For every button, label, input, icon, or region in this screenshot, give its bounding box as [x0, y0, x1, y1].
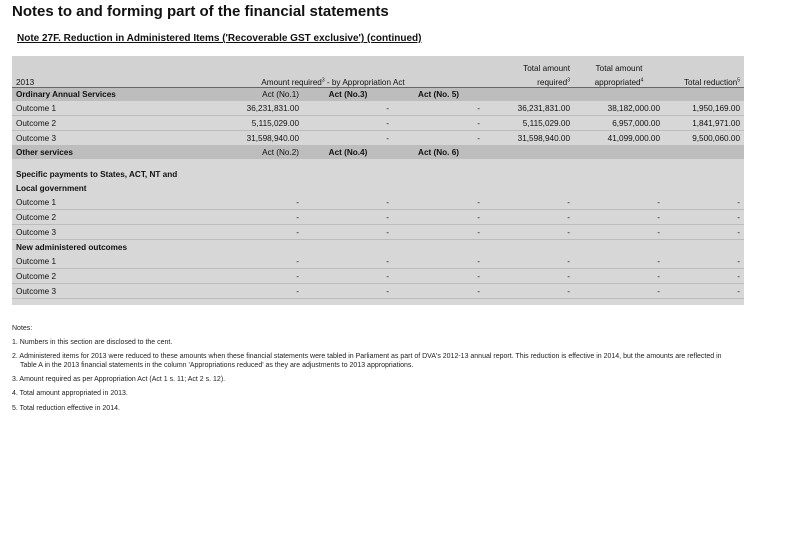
row-label: Outcome 2: [12, 210, 182, 225]
ordinary-section-label: Ordinary Annual Services: [12, 88, 182, 102]
subsection-row: [12, 240, 744, 255]
table-row: [12, 254, 744, 269]
cell-value: 6,957,000.00: [574, 116, 664, 131]
other-act2-header: Act (No.4): [303, 146, 393, 160]
subsection-row: [12, 167, 744, 181]
row-label: Outcome 1: [12, 195, 182, 210]
cell-value: -: [303, 210, 393, 225]
cell-value: -: [303, 195, 393, 210]
footnote-1: 1. Numbers in this section are disclosed to the cent.: [12, 339, 173, 347]
cell-value: -: [393, 254, 484, 269]
cell-value: -: [303, 269, 393, 284]
specific-payments-label-1: Specific payments to States, ACT, NT and: [12, 167, 744, 181]
reduction-table-container: [12, 56, 744, 305]
total-required-header-line2: required$^3$: [484, 73, 574, 88]
cell-value: 1,841,971.00: [664, 116, 744, 131]
cell-value: -: [393, 101, 484, 116]
cell-value: -: [182, 225, 303, 240]
cell-value: -: [393, 269, 484, 284]
table-row: [12, 101, 744, 116]
table-row: [12, 284, 744, 299]
cell-value: -: [574, 195, 664, 210]
cell-value: 31,598,940.00: [182, 131, 303, 146]
row-label: Outcome 1: [12, 101, 182, 116]
amount-required-header: Amount required$^3$ - by Appropriation Act: [182, 73, 484, 88]
cell-value: -: [484, 195, 574, 210]
year-header: 2013: [12, 73, 182, 88]
table-row: [12, 210, 744, 225]
note-title: Note 27F. Reduction in Administered Items ('Recoverable GST exclusive') (continued): [17, 33, 422, 44]
table-row: [12, 269, 744, 284]
cell-value: -: [393, 116, 484, 131]
cell-value: -: [574, 225, 664, 240]
row-label: Outcome 3: [12, 284, 182, 299]
cell-value: -: [574, 269, 664, 284]
cell-value: -: [393, 195, 484, 210]
cell-value: 36,231,831.00: [182, 101, 303, 116]
footnote-4: 4. Total amount appropriated in 2013.: [12, 390, 128, 398]
cell-value: -: [182, 195, 303, 210]
other-act1-header: Act (No.2): [182, 146, 303, 160]
cell-value: -: [393, 131, 484, 146]
cell-value: -: [303, 101, 393, 116]
cell-value: 5,115,029.00: [484, 116, 574, 131]
cell-value: -: [664, 225, 744, 240]
page-title: Notes to and forming part of the financial statements: [12, 3, 389, 20]
table-row: [12, 225, 744, 240]
cell-value: -: [303, 225, 393, 240]
cell-value: 36,231,831.00: [484, 101, 574, 116]
other-section-label: Other services: [12, 146, 182, 160]
cell-value: -: [303, 131, 393, 146]
footnote-3: 3. Amount required as per Appropriation Act (Act 1 s. 11; Act 2 s. 12).: [12, 376, 226, 384]
total-appropriated-header-line2: appropriated$^4$: [574, 73, 664, 88]
cell-value: -: [664, 195, 744, 210]
cell-value: 38,182,000.00: [574, 101, 664, 116]
table-row: [12, 195, 744, 210]
footnote-5: 5. Total reduction effective in 2014.: [12, 404, 120, 412]
row-label: Outcome 3: [12, 131, 182, 146]
cell-value: -: [484, 269, 574, 284]
spacer-row: [12, 299, 744, 306]
ordinary-act3-header: Act (No. 5): [393, 88, 484, 102]
cell-value: 41,099,000.00: [574, 131, 664, 146]
cell-value: -: [303, 254, 393, 269]
new-outcomes-label: New administered outcomes: [12, 240, 744, 255]
row-label: Outcome 1: [12, 254, 182, 269]
footnotes: [12, 324, 772, 418]
cell-value: -: [182, 269, 303, 284]
row-label: Outcome 2: [12, 116, 182, 131]
reduction-table: [12, 56, 744, 305]
cell-value: 5,115,029.00: [182, 116, 303, 131]
total-reduction-header: Total reduction$^5$: [664, 73, 744, 88]
total-required-header-line1: Total amount: [484, 56, 574, 73]
cell-value: -: [574, 284, 664, 299]
ordinary-act2-header: Act (No.3): [303, 88, 393, 102]
cell-value: -: [574, 210, 664, 225]
header-row-1: [12, 56, 744, 73]
cell-value: -: [182, 210, 303, 225]
ordinary-section-row: [12, 88, 744, 102]
cell-value: 31,598,940.00: [484, 131, 574, 146]
spacer-row: [12, 159, 744, 167]
subsection-row: [12, 181, 744, 195]
other-act3-header: Act (No. 6): [393, 146, 484, 160]
cell-value: -: [484, 284, 574, 299]
cell-value: -: [484, 210, 574, 225]
cell-value: -: [574, 254, 664, 269]
cell-value: -: [664, 210, 744, 225]
header-row-2: [12, 73, 744, 88]
cell-value: -: [303, 116, 393, 131]
cell-value: -: [303, 284, 393, 299]
cell-value: -: [664, 284, 744, 299]
cell-value: -: [664, 254, 744, 269]
cell-value: -: [484, 254, 574, 269]
footnote-2: 2. Administered items for 2013 were reduced to these amounts when these financial statements were tabled in Parliament as part of DVA's 2012-13 annual report. This reduction is effective in 2014, but the amounts are reflected in Table A in the 2013 financial statements in the column 'Appropriations reduced' as they are adjustments to 2013 appropriations.: [12, 353, 722, 370]
cell-value: -: [484, 225, 574, 240]
other-section-row: [12, 146, 744, 160]
specific-payments-label-2: Local government: [12, 181, 744, 195]
cell-value: -: [182, 284, 303, 299]
table-row: [12, 116, 744, 131]
ordinary-act1-header: Act (No.1): [182, 88, 303, 102]
cell-value: -: [664, 269, 744, 284]
table-row: [12, 131, 744, 146]
cell-value: -: [182, 254, 303, 269]
total-appropriated-header-line1: Total amount: [574, 56, 664, 73]
cell-value: -: [393, 225, 484, 240]
cell-value: 1,950,169.00: [664, 101, 744, 116]
row-label: Outcome 3: [12, 225, 182, 240]
row-label: Outcome 2: [12, 269, 182, 284]
cell-value: 9,500,060.00: [664, 131, 744, 146]
cell-value: -: [393, 210, 484, 225]
cell-value: -: [393, 284, 484, 299]
notes-heading: Notes:: [12, 325, 33, 332]
